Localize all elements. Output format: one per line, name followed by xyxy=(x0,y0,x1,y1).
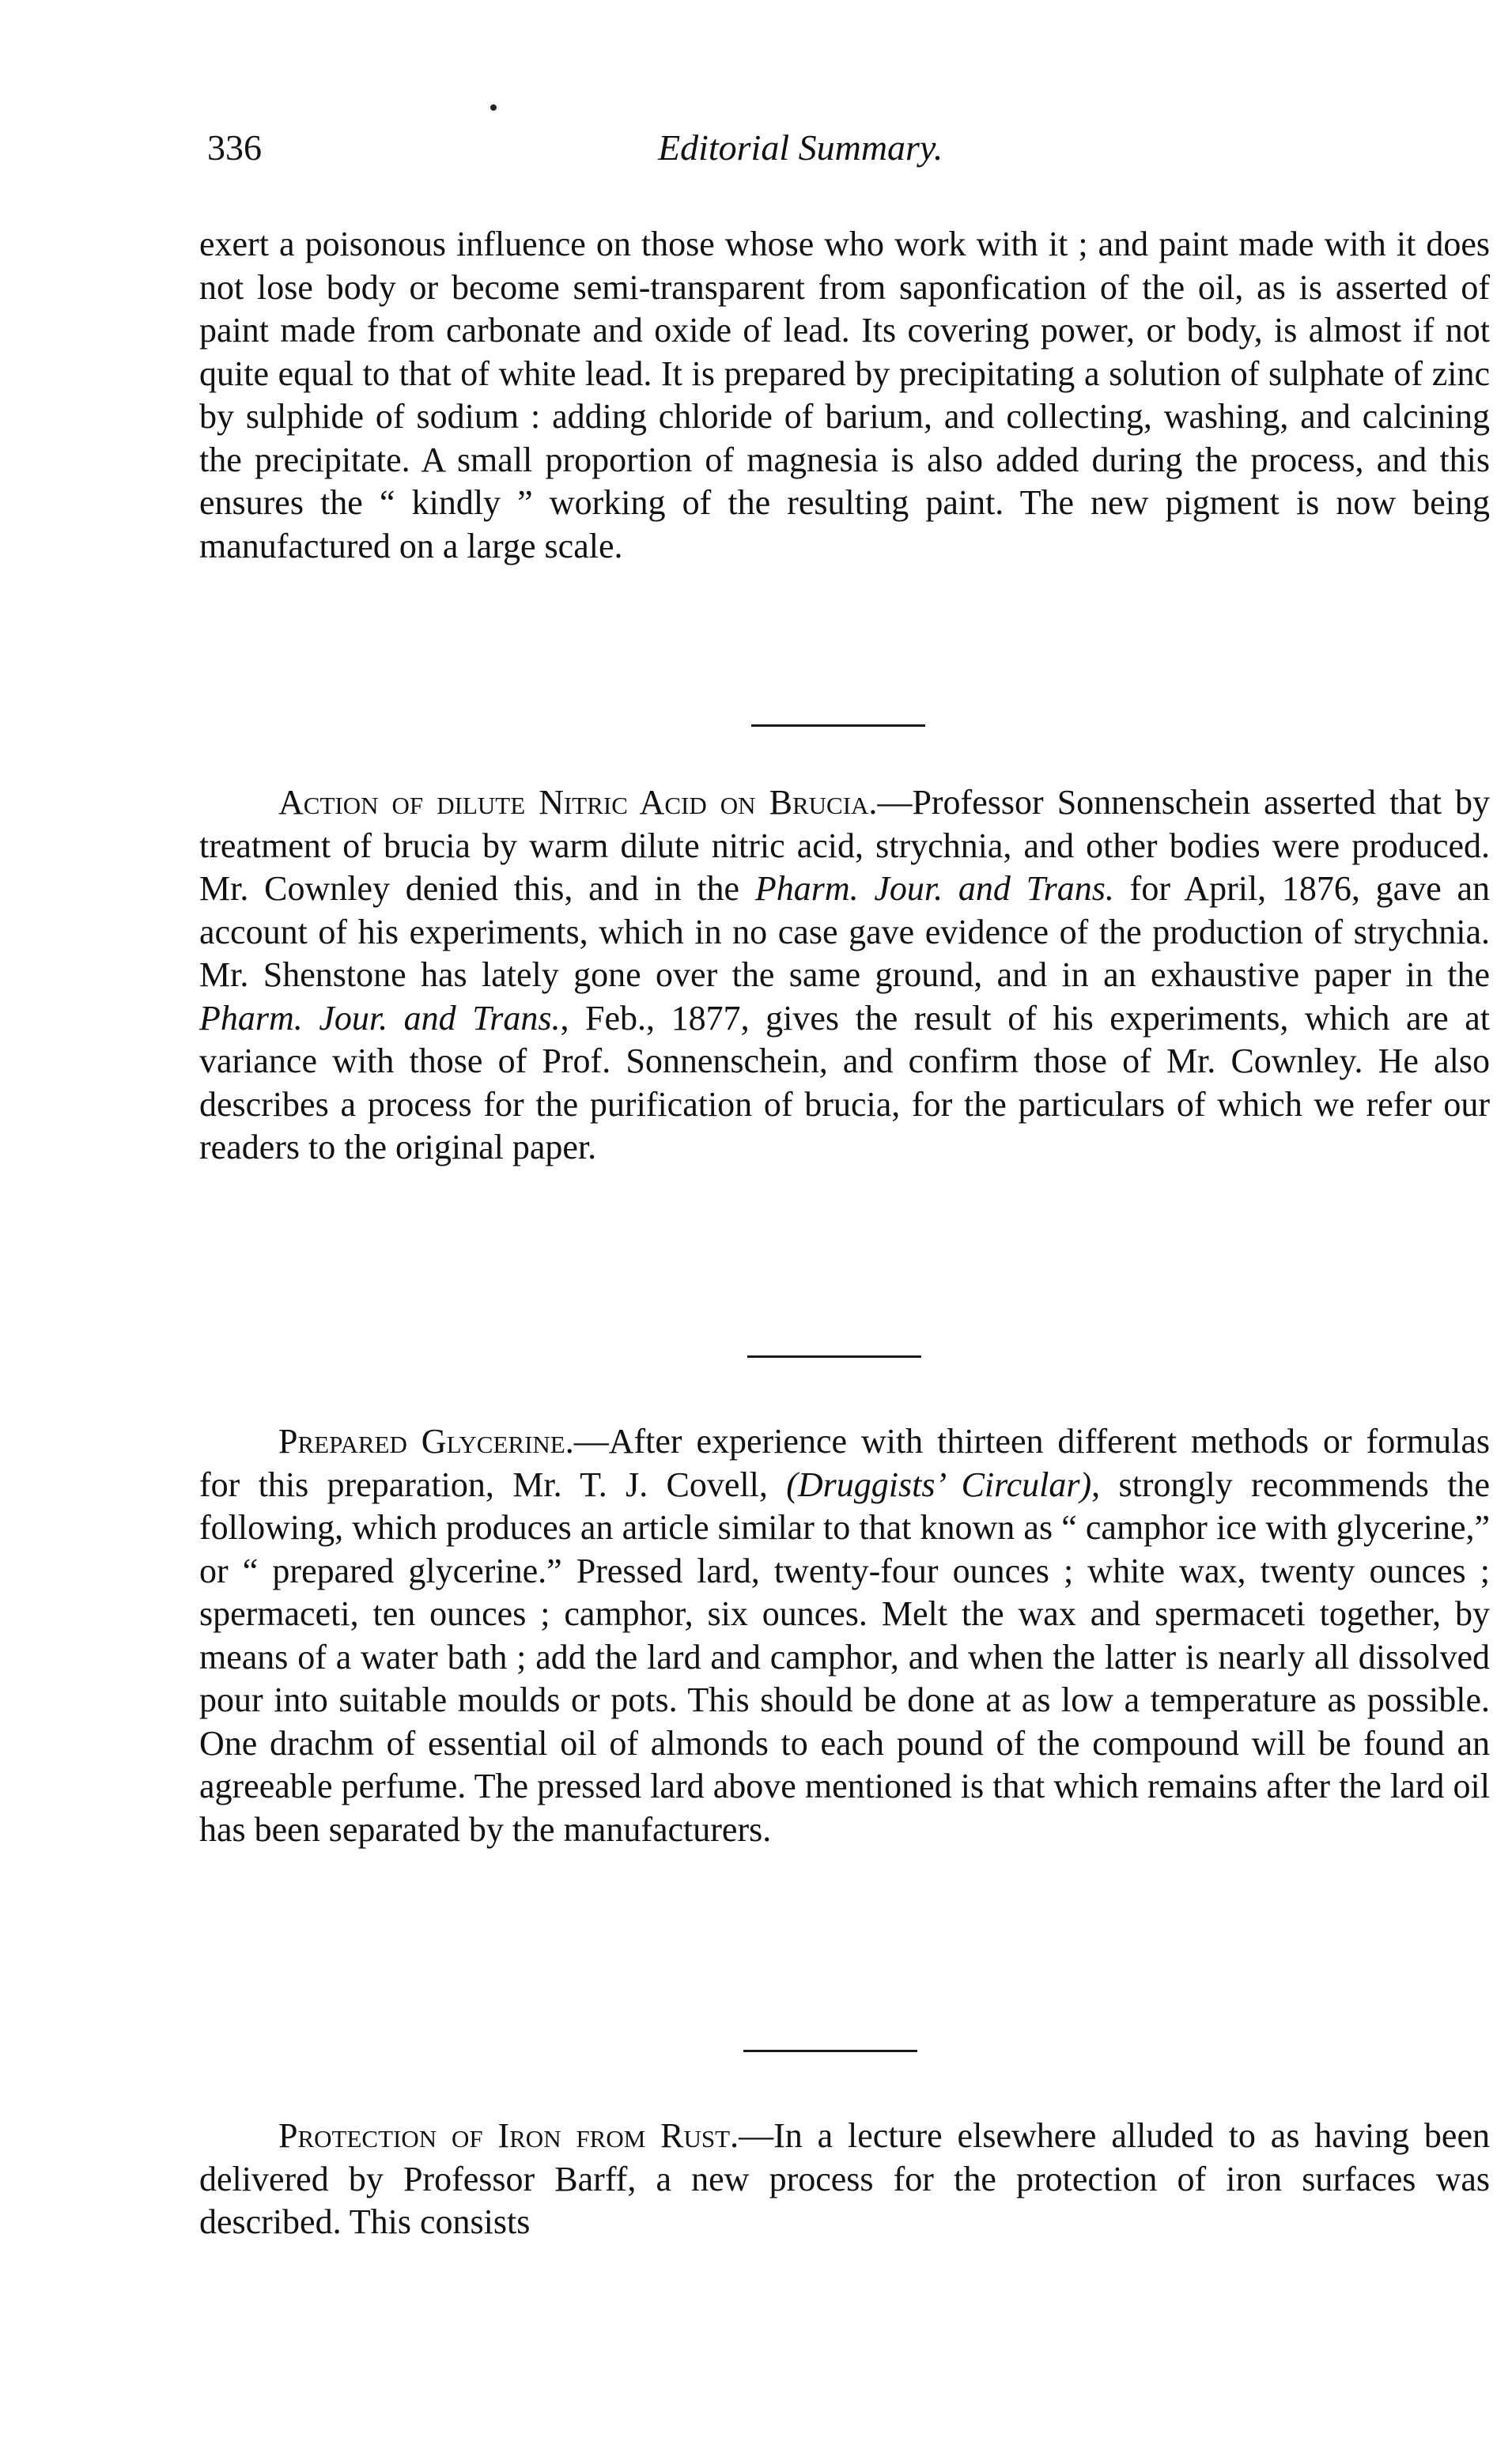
paragraph-text: , strongly recommends the following, which produces an article similar to that known as “ camphor ice with glycerine,” or “ prepared glycerine.” Pressed lard, twenty-four ounces ; white wax, twenty ounces ; spermaceti, ten ounces ; camphor, six ounces. Melt the wax and spermaceti together, by means of a water bath ; add the lard and camphor, and when the latter is nearly all dissolved pour into suitable moulds or pots. This should be done at as low a temperature as possible. One drachm of essential oil of almonds to each pound of the compound will be found an agreeable perfume. The pressed lard above mentioned is that which remains after the lard oil has been separated by the manufacturers. xyxy=(199,1465,1490,1849)
section-heading: Action of dilute Nitric Acid on Brucia. xyxy=(278,783,878,822)
section-divider xyxy=(743,2050,917,2052)
paragraph-paint-pigment xyxy=(199,223,1490,568)
section-divider xyxy=(751,724,925,727)
paragraph-text: , Feb., 1877, gives the result of his experiments, which are at variance with those of Prof. Sonnenschein, and confirm those of Mr. Cownley. He also describes a process for the purification of brucia, for the particulars of which we refer our readers to the original paper. xyxy=(199,998,1490,1166)
page-number: 336 xyxy=(207,127,262,168)
paragraph-text: —After experience with thirteen different methods or formulas for this preparation, Mr. T. J. Covell, xyxy=(199,1422,1490,1504)
paragraph-prepared-glycerine xyxy=(199,1420,1490,1851)
paragraph-text: for April, 1876, gave an account of his experiments, which in no case gave evidence of the production of strychnia. Mr. Shenstone has lately gone over the same ground, and in an exhaustive paper in the xyxy=(199,869,1491,994)
journal-title: (Druggists’ Circular) xyxy=(786,1465,1092,1504)
journal-title: Pharm. Jour. and Trans. xyxy=(754,869,1114,908)
section-heading: Protection of Iron from Rust. xyxy=(278,2116,739,2155)
paragraph-text: —Professor Sonnenschein asserted that by treatment of brucia by warm dilute nitric acid, strychnia, and other bodies were produced. Mr. Cownley denied this, and in the xyxy=(199,783,1490,908)
paragraph-nitric-acid-brucia xyxy=(199,781,1490,1170)
section-heading: Prepared Glycerine. xyxy=(278,1422,574,1461)
running-head: Editorial Summary. xyxy=(658,127,943,168)
journal-title: Pharm. Jour. and Trans. xyxy=(199,998,561,1038)
page-header xyxy=(207,127,1314,174)
section-divider xyxy=(747,1355,921,1358)
ink-dot xyxy=(490,104,497,111)
paragraph-text: —In a lecture elsewhere alluded to as having been delivered by Professor Barff, a new process for the protection of iron surfaces was described. This consists xyxy=(199,2116,1490,2241)
paragraph-text: exert a poisonous influence on those whose who work with it ; and paint made with it does not lose body or become semi-transparent from saponfication of the oil, as is asserted of paint made from carbonate and oxide of lead. Its covering power, or body, is almost if not quite equal to that of white lead. It is prepared by precipitating a solution of sulphate of zinc by sulphide of sodium : adding chloride of barium, and collecting, washing, and calcining the precipitate. A small proportion of magnesia is also added during the process, and this ensures the “ kindly ” working of the resulting paint. The new pigment is now being manufactured on a large scale. xyxy=(199,225,1490,565)
paragraph-iron-rust xyxy=(199,2115,1490,2244)
